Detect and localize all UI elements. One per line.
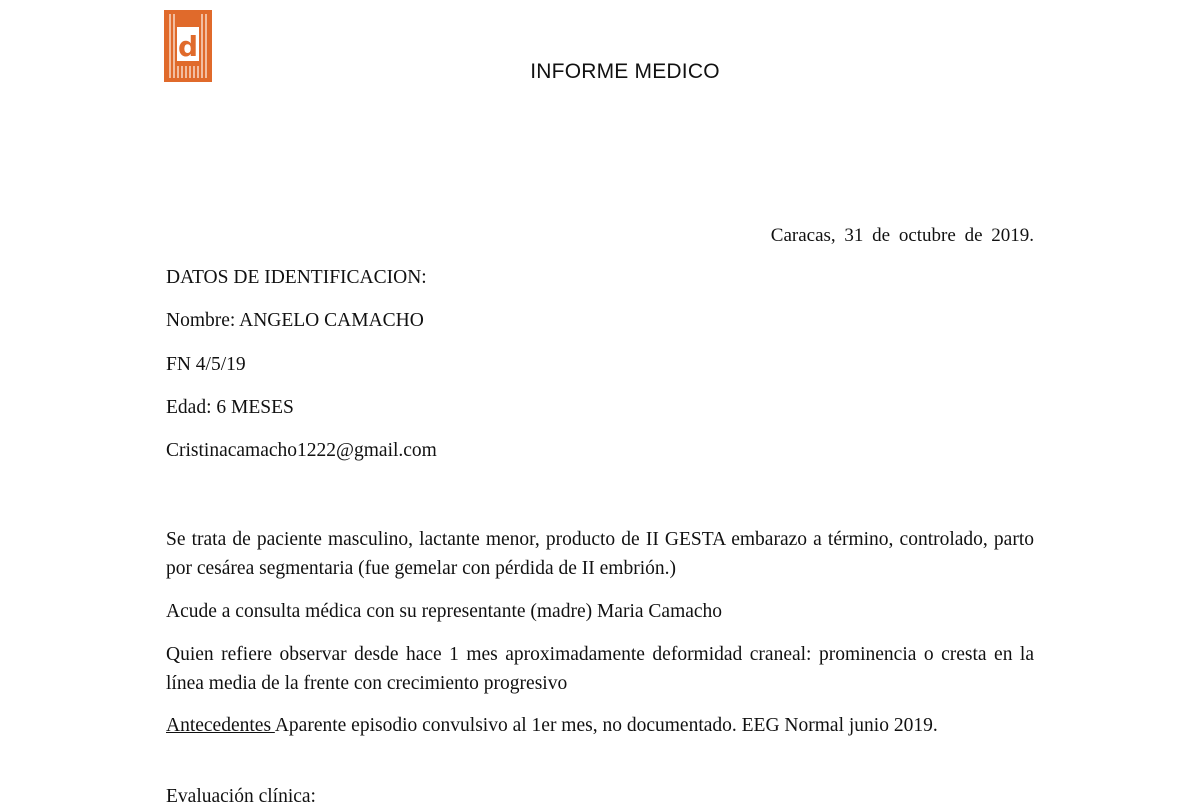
paragraph-patient-description: Se trata de paciente masculino, lactante menor, producto de II GESTA embarazo a término, controlado, parto por cesárea segmentaria (fue gemelar con pérdida de II embrión.) — [166, 529, 1034, 579]
date-line: Caracas, 31 de octubre de 2019. — [770, 225, 1034, 246]
svg-text:d: d — [177, 30, 199, 63]
paragraph-consultation: Acude a consulta médica con su representante (madre) Maria Camacho — [166, 601, 723, 622]
history-text: Aparente episodio convulsivo al 1er mes, no documentado. EEG Normal junio 2019. — [274, 715, 938, 736]
contact-email: Cristinacamacho1222@gmail.com — [166, 440, 437, 461]
history-label: Antecedentes — [166, 715, 275, 736]
birth-date: FN 4/5/19 — [166, 354, 246, 375]
patient-age: Edad: 6 MESES — [166, 397, 294, 418]
paragraph-clinical-evaluation: Evaluación clínica: — [166, 786, 316, 807]
patient-name: Nombre: ANGELO CAMACHO — [166, 310, 424, 331]
identification-heading: DATOS DE IDENTIFICACION: — [166, 267, 427, 288]
paragraph-complaint: Quien refiere observar desde hace 1 mes aproximadamente deformidad craneal: prominencia o cresta en la línea media de la frente con crecimiento progresivo — [166, 644, 1034, 694]
document-title: INFORME MEDICO — [530, 60, 720, 83]
paragraph-history — [166, 711, 1034, 740]
